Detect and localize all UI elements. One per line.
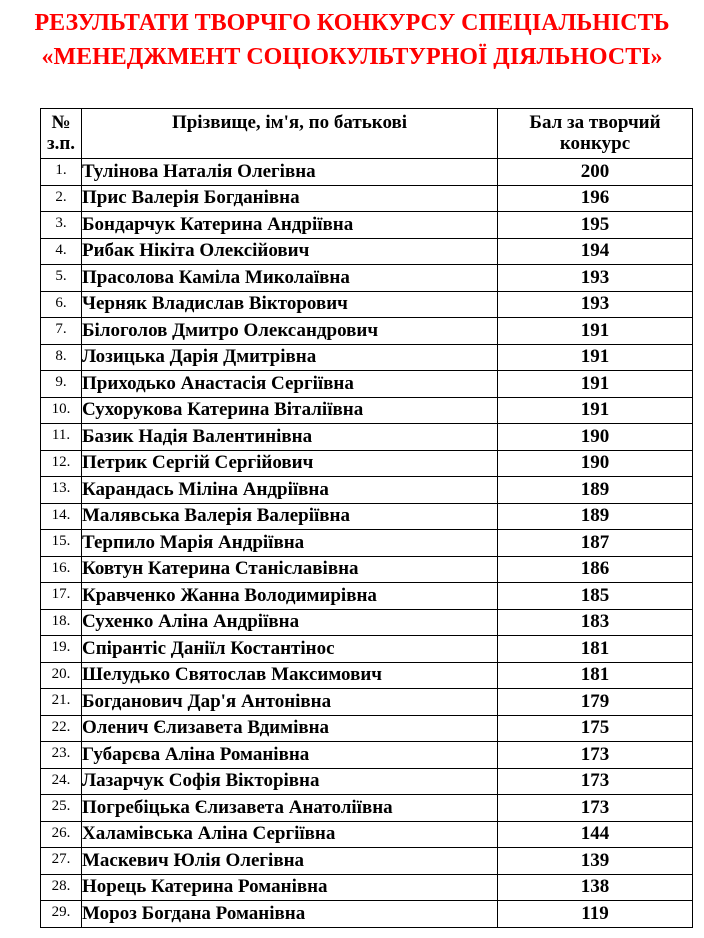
row-number: 25. bbox=[41, 795, 82, 822]
row-number: 1. bbox=[41, 159, 82, 186]
score-value: 189 bbox=[498, 503, 693, 530]
participant-name: Спірантіс Даніїл Костантінос bbox=[82, 636, 498, 663]
table-row bbox=[41, 662, 693, 689]
participant-name: Прис Валерія Богданівна bbox=[82, 185, 498, 212]
row-number: 5. bbox=[41, 265, 82, 292]
table-row bbox=[41, 742, 693, 769]
score-value: 200 bbox=[498, 159, 693, 186]
table-row bbox=[41, 609, 693, 636]
score-value: 175 bbox=[498, 715, 693, 742]
table-row bbox=[41, 583, 693, 610]
participant-name: Черняк Владислав Вікторович bbox=[82, 291, 498, 318]
column-header-score: Бал за творчий конкурс bbox=[498, 109, 693, 159]
document-title-line-2: «МЕНЕДЖМЕНТ СОЦІОКУЛЬТУРНОЇ ДІЯЛЬНОСТІ» bbox=[41, 44, 663, 70]
table-row bbox=[41, 265, 693, 292]
table-row bbox=[41, 901, 693, 928]
participant-name: Базик Надія Валентинівна bbox=[82, 424, 498, 451]
table-row bbox=[41, 371, 693, 398]
row-number: 20. bbox=[41, 662, 82, 689]
score-value: 190 bbox=[498, 450, 693, 477]
participant-name: Лазарчук Софія Вікторівна bbox=[82, 768, 498, 795]
table-row bbox=[41, 397, 693, 424]
score-value: 189 bbox=[498, 477, 693, 504]
table-body bbox=[41, 159, 693, 928]
table-row bbox=[41, 450, 693, 477]
participant-name: Маскевич Юлія Олегівна bbox=[82, 848, 498, 875]
row-number: 21. bbox=[41, 689, 82, 716]
score-value: 191 bbox=[498, 397, 693, 424]
column-header-number: № з.п. bbox=[41, 109, 82, 159]
table-row bbox=[41, 291, 693, 318]
row-number: 16. bbox=[41, 556, 82, 583]
score-value: 181 bbox=[498, 662, 693, 689]
score-value: 139 bbox=[498, 848, 693, 875]
table-row bbox=[41, 344, 693, 371]
score-value: 119 bbox=[498, 901, 693, 928]
table-row bbox=[41, 238, 693, 265]
row-number: 11. bbox=[41, 424, 82, 451]
table-header bbox=[41, 109, 693, 159]
table-row bbox=[41, 636, 693, 663]
table-row bbox=[41, 159, 693, 186]
column-header-name: Прізвище, ім'я, по батькові bbox=[82, 109, 498, 159]
row-number: 23. bbox=[41, 742, 82, 769]
participant-name: Малявська Валерія Валеріївна bbox=[82, 503, 498, 530]
score-value: 191 bbox=[498, 344, 693, 371]
document-title-line-1: РЕЗУЛЬТАТИ ТВОРЧГО КОНКУРСУ СПЕЦІАЛЬНІСТЬ bbox=[34, 10, 670, 36]
table-row bbox=[41, 821, 693, 848]
participant-name: Приходько Анастасія Сергіївна bbox=[82, 371, 498, 398]
participant-name: Шелудько Святослав Максимович bbox=[82, 662, 498, 689]
participant-name: Рибак Нікіта Олексійович bbox=[82, 238, 498, 265]
score-value: 191 bbox=[498, 371, 693, 398]
score-value: 183 bbox=[498, 609, 693, 636]
row-number: 4. bbox=[41, 238, 82, 265]
score-value: 187 bbox=[498, 530, 693, 557]
row-number: 12. bbox=[41, 450, 82, 477]
table-row bbox=[41, 477, 693, 504]
score-value: 195 bbox=[498, 212, 693, 239]
table-row bbox=[41, 503, 693, 530]
participant-name: Губарєва Аліна Романівна bbox=[82, 742, 498, 769]
participant-name: Терпило Марія Андріївна bbox=[82, 530, 498, 557]
table-row bbox=[41, 185, 693, 212]
score-value: 181 bbox=[498, 636, 693, 663]
score-value: 138 bbox=[498, 874, 693, 901]
row-number: 10. bbox=[41, 397, 82, 424]
score-value: 173 bbox=[498, 768, 693, 795]
score-value: 144 bbox=[498, 821, 693, 848]
participant-name: Сухорукова Катерина Віталіївна bbox=[82, 397, 498, 424]
participant-name: Ковтун Катерина Станіславівна bbox=[82, 556, 498, 583]
row-number: 29. bbox=[41, 901, 82, 928]
table-row bbox=[41, 689, 693, 716]
score-value: 193 bbox=[498, 265, 693, 292]
table-row bbox=[41, 424, 693, 451]
row-number: 28. bbox=[41, 874, 82, 901]
row-number: 13. bbox=[41, 477, 82, 504]
participant-name: Оленич Єлизавета Вдимівна bbox=[82, 715, 498, 742]
row-number: 19. bbox=[41, 636, 82, 663]
participant-name: Норець Катерина Романівна bbox=[82, 874, 498, 901]
score-value: 193 bbox=[498, 291, 693, 318]
participant-name: Богданович Дар'я Антонівна bbox=[82, 689, 498, 716]
score-value: 196 bbox=[498, 185, 693, 212]
score-value: 194 bbox=[498, 238, 693, 265]
participant-name: Лозицька Дарія Дмитрівна bbox=[82, 344, 498, 371]
participant-name: Бондарчук Катерина Андріївна bbox=[82, 212, 498, 239]
row-number: 2. bbox=[41, 185, 82, 212]
participant-name: Кравченко Жанна Володимирівна bbox=[82, 583, 498, 610]
row-number: 14. bbox=[41, 503, 82, 530]
row-number: 17. bbox=[41, 583, 82, 610]
score-value: 191 bbox=[498, 318, 693, 345]
score-value: 185 bbox=[498, 583, 693, 610]
table-row bbox=[41, 874, 693, 901]
row-number: 18. bbox=[41, 609, 82, 636]
table-row bbox=[41, 848, 693, 875]
table-row bbox=[41, 318, 693, 345]
participant-name: Мороз Богдана Романівна bbox=[82, 901, 498, 928]
participant-name: Білоголов Дмитро Олександрович bbox=[82, 318, 498, 345]
row-number: 26. bbox=[41, 821, 82, 848]
score-value: 179 bbox=[498, 689, 693, 716]
results-table bbox=[40, 108, 693, 928]
table-row bbox=[41, 768, 693, 795]
table-row bbox=[41, 212, 693, 239]
score-value: 186 bbox=[498, 556, 693, 583]
participant-name: Прасолова Каміла Миколаївна bbox=[82, 265, 498, 292]
table-row bbox=[41, 795, 693, 822]
participant-name: Погребіцька Єлизавета Анатоліївна bbox=[82, 795, 498, 822]
row-number: 27. bbox=[41, 848, 82, 875]
row-number: 3. bbox=[41, 212, 82, 239]
table-row bbox=[41, 530, 693, 557]
participant-name: Карандась Міліна Андріївна bbox=[82, 477, 498, 504]
row-number: 6. bbox=[41, 291, 82, 318]
participant-name: Тулінова Наталія Олегівна bbox=[82, 159, 498, 186]
row-number: 7. bbox=[41, 318, 82, 345]
table-row bbox=[41, 556, 693, 583]
row-number: 24. bbox=[41, 768, 82, 795]
participant-name: Петрик Сергій Сергійович bbox=[82, 450, 498, 477]
row-number: 9. bbox=[41, 371, 82, 398]
score-value: 173 bbox=[498, 742, 693, 769]
row-number: 22. bbox=[41, 715, 82, 742]
header-row bbox=[41, 109, 693, 159]
row-number: 15. bbox=[41, 530, 82, 557]
row-number: 8. bbox=[41, 344, 82, 371]
participant-name: Сухенко Аліна Андріївна bbox=[82, 609, 498, 636]
table-row bbox=[41, 715, 693, 742]
participant-name: Халамівська Аліна Сергіївна bbox=[82, 821, 498, 848]
score-value: 173 bbox=[498, 795, 693, 822]
score-value: 190 bbox=[498, 424, 693, 451]
